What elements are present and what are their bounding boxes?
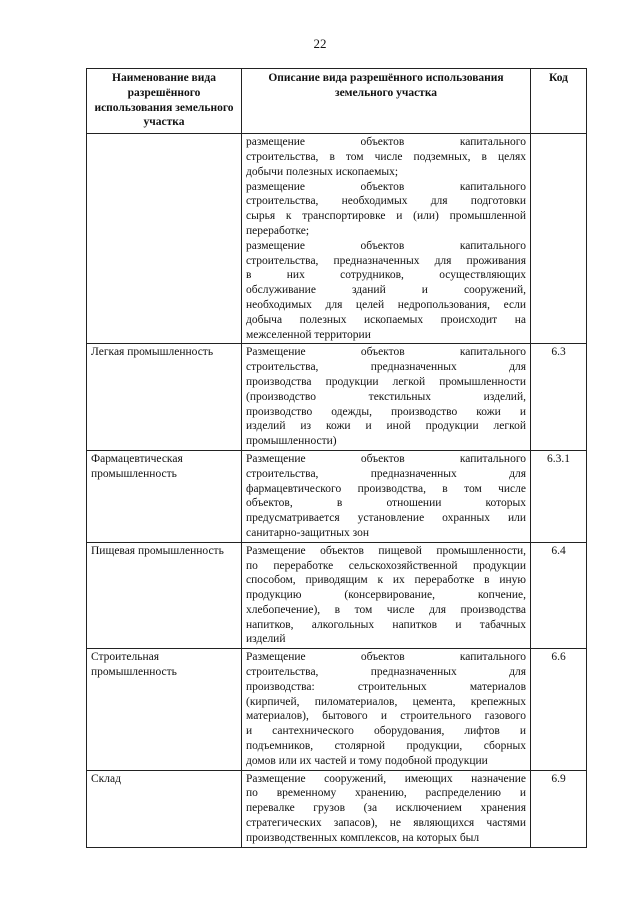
land-use-code: 6.3	[531, 344, 587, 451]
table-row	[87, 450, 587, 542]
description-line: Размещение объектов капитального	[246, 452, 526, 465]
description-line: изделий из кожи и иной продукции легкой	[246, 420, 526, 433]
description-line: домов или их частей и тому подобной продукции	[246, 754, 488, 767]
land-use-table	[86, 68, 587, 848]
header-name: Наименование вида разрешённого использования земельного участка	[87, 69, 242, 134]
description-line: добыча полезных ископаемых происходит на	[246, 313, 526, 326]
description-line: размещение объектов капитального	[246, 239, 526, 252]
description-line: Размещение объектов капитального	[246, 346, 526, 359]
description-line: строительства, предназначенных для проживания	[246, 254, 526, 267]
description-line: размещение объектов капитального	[246, 136, 526, 149]
description-line: хлебопечение), в том числе для производства	[246, 603, 526, 616]
description-line: изделий	[246, 633, 286, 646]
land-use-name: Фармацевтическая промышленность	[87, 450, 242, 542]
land-use-name: Легкая промышленность	[87, 344, 242, 451]
description-line: производственных комплексов, на которых был	[246, 831, 480, 844]
land-use-name: Склад	[87, 770, 242, 847]
description-line: межселенной территории	[246, 328, 371, 341]
description-line: производства продукции легкой промышленности	[246, 375, 526, 388]
description-line: и сантехнического оборудования, лифтов и	[246, 725, 526, 738]
table-body	[87, 134, 587, 847]
description-line: продукцию (консервирование, копчение,	[246, 589, 526, 602]
header-code: Код	[531, 69, 587, 134]
description-line: строительства, предназначенных для	[246, 361, 526, 374]
description-line: объектов, в отношении которых	[246, 497, 526, 510]
description-line: стратегических запасов), не являющихся частями	[246, 817, 526, 830]
description-line: по временному хранению, распределению и	[246, 787, 526, 800]
page-number: 22	[313, 36, 327, 51]
description-line: переработке;	[246, 224, 310, 237]
land-use-name: Пищевая промышленность	[87, 542, 242, 649]
description-line: сырья к транспортировке и (или) промышленной	[246, 210, 526, 223]
land-use-description	[242, 649, 531, 770]
land-use-name: Строительная промышленность	[87, 649, 242, 770]
land-use-code: 6.4	[531, 542, 587, 649]
table-row	[87, 542, 587, 649]
description-line: по переработке сельскохозяйственной продукции	[246, 559, 526, 572]
table-row	[87, 649, 587, 770]
land-use-name	[87, 134, 242, 344]
land-use-code: 6.3.1	[531, 450, 587, 542]
description-line: Размещение объектов капитального	[246, 651, 526, 664]
description-line: материалов), бытового и строительного газового	[246, 710, 526, 723]
header-description: Описание вида разрешённого использования земельного участка	[242, 69, 531, 134]
description-line: подъемников, столярной продукции, сборных	[246, 740, 526, 753]
description-line: размещение объектов капитального	[246, 180, 526, 193]
land-use-description	[242, 344, 531, 451]
description-line: строительства, в том числе подземных, в целях	[246, 150, 526, 163]
description-line: строительства, предназначенных для	[246, 666, 526, 679]
description-line: производства: строительных материалов	[246, 680, 526, 693]
description-line: строительства, необходимых для подготовки	[246, 195, 526, 208]
description-line: санитарно-защитных зон	[246, 526, 369, 539]
description-line: Размещение сооружений, имеющих назначение	[246, 772, 526, 785]
description-line: добычи полезных ископаемых;	[246, 165, 399, 178]
land-use-code	[531, 134, 587, 344]
description-line: Размещение объектов пищевой промышленности,	[246, 544, 526, 557]
description-line: предусматривается установление охранных или	[246, 512, 526, 525]
description-line: обслуживание зданий и сооружений,	[246, 284, 526, 297]
description-line: (кирпичей, пиломатериалов, цемента, крепежных	[246, 695, 526, 708]
land-use-description	[242, 770, 531, 847]
table-row	[87, 134, 587, 344]
land-use-code: 6.9	[531, 770, 587, 847]
table-row	[87, 770, 587, 847]
land-use-description	[242, 134, 531, 344]
land-use-description	[242, 450, 531, 542]
description-line: производство одежды, производство кожи и	[246, 405, 526, 418]
description-line: напитков, алкогольных напитков и табачных	[246, 618, 526, 631]
description-line: промышленности)	[246, 435, 337, 448]
description-line: способом, приводящим к их переработке в иную	[246, 574, 526, 587]
table-row	[87, 344, 587, 451]
description-line: необходимых для целей недропользования, если	[246, 298, 526, 311]
description-line: (производство текстильных изделий,	[246, 390, 526, 403]
land-use-code: 6.6	[531, 649, 587, 770]
description-line: перевалке грузов (за исключением хранения	[246, 802, 526, 815]
table-header	[87, 69, 587, 134]
land-use-description	[242, 542, 531, 649]
description-line: в них сотрудников, осуществляющих	[246, 269, 526, 282]
description-line: фармацевтического производства, в том числе	[246, 482, 526, 495]
description-line: строительства, предназначенных для	[246, 467, 526, 480]
